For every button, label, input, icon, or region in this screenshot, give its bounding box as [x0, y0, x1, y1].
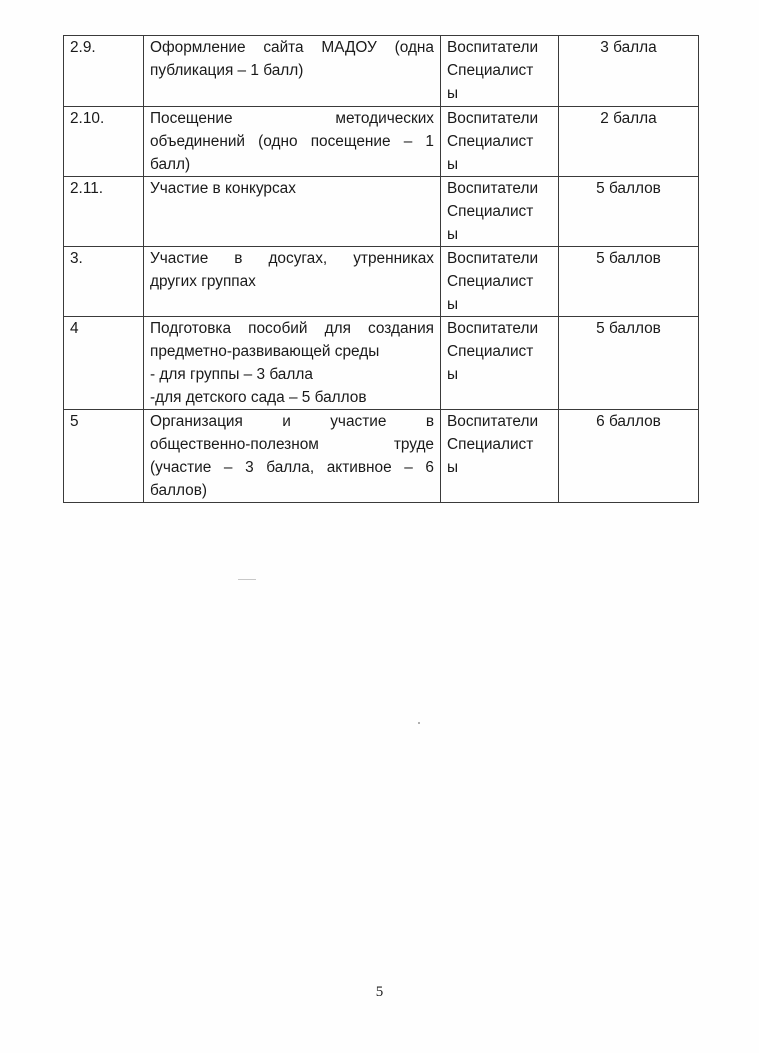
responsible-line: ы [447, 366, 459, 383]
row-responsible-cell [441, 247, 559, 317]
table-row [64, 107, 699, 177]
responsible-line: Специалист [447, 203, 534, 220]
row-description-cell [144, 410, 441, 503]
responsible-line: Воспитатели [447, 110, 539, 127]
description-line: Участие в конкурсах [150, 180, 296, 197]
row-points-cell: 5 баллов [559, 247, 699, 317]
row-description-cell [144, 247, 441, 317]
description-line: - для группы – 3 балла [150, 366, 313, 383]
responsible-line: ы [447, 85, 459, 102]
description-line: Подготовка пособий для создания [150, 320, 434, 337]
row-points-cell: 3 балла [559, 36, 699, 107]
responsible-line: Специалист [447, 62, 534, 79]
description-line: (участие – 3 балла, активное – 6 [150, 459, 434, 476]
responsible-line: Воспитатели [447, 250, 539, 267]
description-line: баллов) [150, 482, 208, 499]
responsible-line: Воспитатели [447, 320, 539, 337]
description-line: Оформление сайта МАДОУ (одна [150, 39, 434, 56]
responsible-line: Специалист [447, 133, 534, 150]
row-number-cell: 4 [64, 317, 144, 410]
row-responsible-cell [441, 410, 559, 503]
row-responsible-cell [441, 107, 559, 177]
table-row [64, 247, 699, 317]
responsible-line: ы [447, 226, 459, 243]
responsible-line: ы [447, 296, 459, 313]
scan-artifact [238, 579, 256, 580]
description-line: -для детского сада – 5 баллов [150, 389, 367, 406]
table-row [64, 410, 699, 503]
row-responsible-cell [441, 317, 559, 410]
row-number-cell: 2.10. [64, 107, 144, 177]
row-responsible-cell [441, 36, 559, 107]
criteria-table [63, 35, 699, 503]
row-number-cell: 2.9. [64, 36, 144, 107]
table-row [64, 36, 699, 107]
description-line: балл) [150, 156, 191, 173]
description-line: Посещение методических [150, 110, 434, 127]
row-description-cell [144, 107, 441, 177]
description-line: объединений (одно посещение – 1 [150, 133, 434, 150]
responsible-line: Воспитатели [447, 413, 539, 430]
row-responsible-cell [441, 177, 559, 247]
row-description-cell [144, 177, 441, 247]
responsible-line: ы [447, 459, 459, 476]
row-points-cell: 5 баллов [559, 177, 699, 247]
description-line: публикация – 1 балл) [150, 62, 304, 79]
page-number: 5 [375, 984, 384, 1000]
row-points-cell: 2 балла [559, 107, 699, 177]
responsible-line: ы [447, 156, 459, 173]
row-points-cell: 5 баллов [559, 317, 699, 410]
responsible-line: Воспитатели [447, 180, 539, 197]
responsible-line: Специалист [447, 436, 534, 453]
description-line: Участие в досугах, утренниках [150, 250, 434, 267]
responsible-line: Специалист [447, 273, 534, 290]
description-line: других группах [150, 273, 256, 290]
description-line: предметно-развивающей среды [150, 343, 380, 360]
row-description-cell [144, 317, 441, 410]
row-number-cell: 5 [64, 410, 144, 503]
row-number-cell: 2.11. [64, 177, 144, 247]
responsible-line: Специалист [447, 343, 534, 360]
description-line: Организация и участие в [150, 413, 434, 430]
responsible-line: Воспитатели [447, 39, 539, 56]
row-description-cell [144, 36, 441, 107]
scan-artifact [418, 722, 420, 724]
row-number-cell: 3. [64, 247, 144, 317]
table-row [64, 177, 699, 247]
row-points-cell: 6 баллов [559, 410, 699, 503]
criteria-table-body [64, 36, 699, 503]
table-row [64, 317, 699, 410]
description-line: общественно-полезном труде [150, 436, 434, 453]
